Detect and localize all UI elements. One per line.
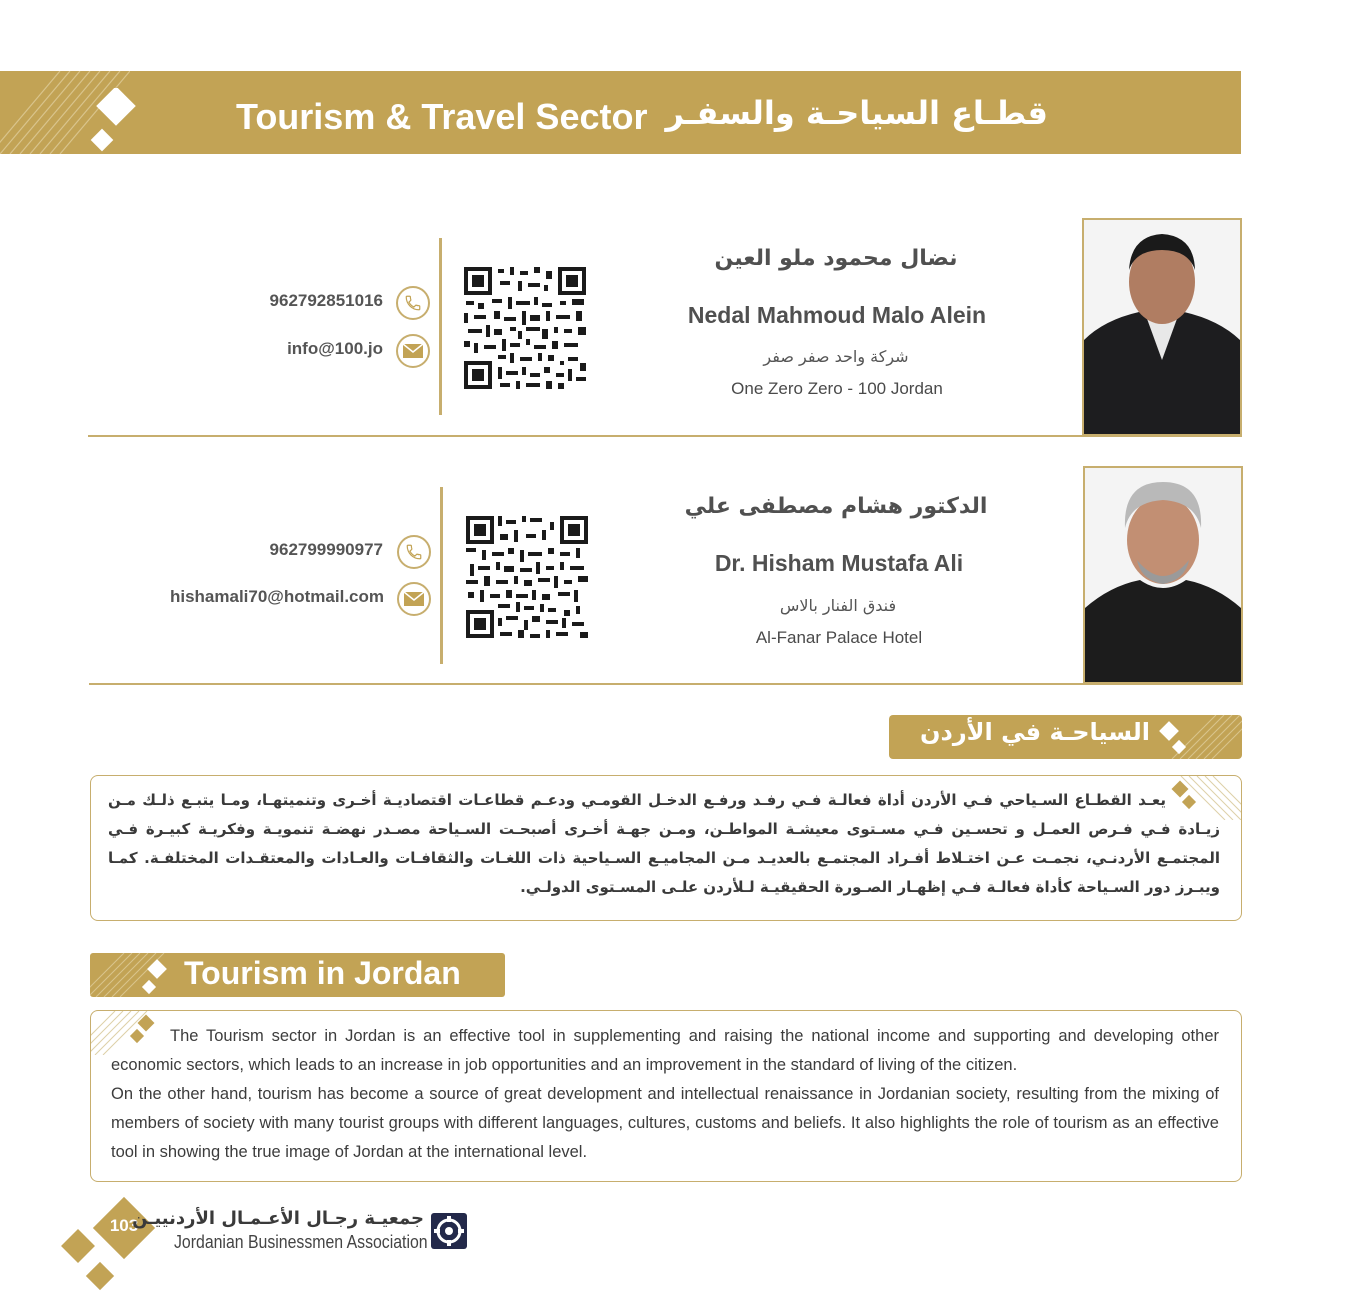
- member-name-en: Dr. Hisham Mustafa Ali: [714, 550, 964, 576]
- association-logo-icon: [430, 1212, 468, 1250]
- section-diamond-icon: [1158, 718, 1194, 762]
- member-company-ar: فندق الفنار بالاس: [779, 596, 897, 615]
- member-name-en: Nedal Mahmoud Malo Alein: [687, 302, 987, 328]
- member-name-ar: نضال محمود ملو العين: [714, 246, 958, 271]
- card-divider: [440, 487, 443, 664]
- email-icon: [396, 334, 430, 368]
- card-separator: [89, 683, 1243, 685]
- member-photo: [1082, 218, 1242, 436]
- header-diamond-icon: [80, 88, 144, 156]
- card-separator: [88, 435, 1242, 437]
- page-title-en: Tourism & Travel Sector: [236, 96, 648, 137]
- qr-code[interactable]: [464, 267, 586, 389]
- section-body-en: [111, 1022, 1219, 1167]
- phone-number[interactable]: 962799990977: [269, 540, 383, 559]
- member-name-ar: الدكتور هشام مصطفى علي: [684, 494, 988, 519]
- phone-icon: [396, 286, 430, 320]
- card-divider: [439, 238, 442, 415]
- person-portrait-icon: [1085, 468, 1241, 682]
- section-body-ar-text: يعـد القطـاع السـياحي فـي الأردن أداة فعالـة فـي رفـد ورفـع الدخـل القومـي ودعـم قطاعـات اقتصاديـة أخـرى وتنميتهـا، ومـا يتبـع ذلـك مـن زيـادة فـي فـرص العمـل و تحسـين فـي مسـتوى معيشـة المواطـن، ومـن جهـة أخـرى أصبحـت السـياحة مصـدر نهضـة تنمويـة وفكريـة كبيـرة فـي المجتمـع الأردنـي، نجمـت عـن اختـلاط أفـراد المجتمـع بالعديـد مـن المجاميـع السـياحية ذات اللغـات والثقافـات والعـادات والمعتقـدات المختلفـة. كمـا ويبـرز دور السـياحة كأداة فعالـة فـي إظهـار الصـورة الحقيقيـة لـلأردن علـى المسـتوى الدولـي.: [108, 791, 1220, 896]
- page-number: 103: [109, 1216, 139, 1235]
- section-body-en-paragraph: On the other hand, tourism has become a source of great development and intellectual renaissance in Jordanian society, resulting from the mixing of members of society with many tourist groups with different languages, cultures, customs and beliefs. It also highlights the role of tourism as an effective tool in showing the true image of Jordan at the international level.: [111, 1085, 1219, 1161]
- phone-icon: [397, 535, 431, 569]
- association-name-ar: جمعيـة رجـال الأعـمـال الأردنييـن: [132, 1208, 424, 1229]
- member-company-ar: شركة واحد صفر صفر: [763, 347, 909, 366]
- section-title-en: Tourism in Jordan: [184, 955, 461, 991]
- phone-number[interactable]: 962792851016: [269, 291, 383, 310]
- person-portrait-icon: [1084, 220, 1240, 434]
- member-company-en: Al-Fanar Palace Hotel: [755, 628, 923, 647]
- member-photo: [1083, 466, 1243, 684]
- qr-code[interactable]: [466, 516, 588, 638]
- association-name-en: Jordanian Businessmen Association: [174, 1232, 428, 1252]
- section-title-ar: السياحـة في الأردن: [920, 718, 1150, 746]
- email-address[interactable]: info@100.jo: [287, 339, 383, 358]
- section-body-ar: [108, 786, 1220, 902]
- member-company-en: One Zero Zero - 100 Jordan: [731, 379, 943, 398]
- section-body-en-paragraph: The Tourism sector in Jordan is an effective tool in supplementing and raising the national income and supporting and developing other economic sectors, which leads to an increase in job opportunities and an improvement in the standard of living of the citizen.: [111, 1027, 1219, 1074]
- section-diamond-icon: [140, 958, 174, 1000]
- email-icon: [397, 582, 431, 616]
- page-title-ar: قطـاع السياحـة والسفـر: [665, 94, 1048, 132]
- email-address[interactable]: hishamali70@hotmail.com: [169, 587, 384, 606]
